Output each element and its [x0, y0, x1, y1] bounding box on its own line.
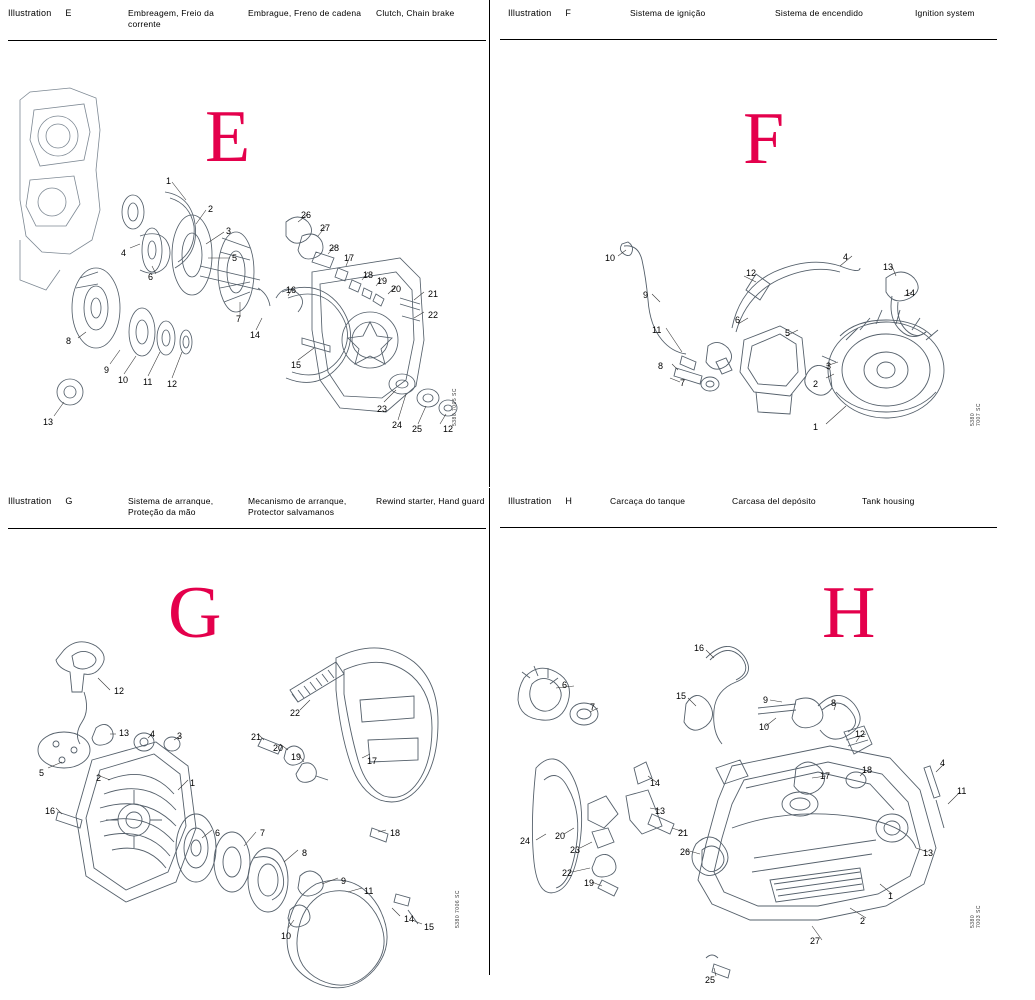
callout-number: 10 [118, 375, 129, 385]
callout-number: 28 [329, 243, 340, 253]
callout-number: 14 [250, 330, 261, 340]
illustration-letter-h: H [565, 496, 573, 506]
callout-number: 15 [676, 691, 687, 701]
callout-number: 24 [392, 420, 403, 430]
section-letter-h: H [822, 572, 876, 654]
callout-number: 8 [831, 698, 837, 708]
callout-number: 1 [813, 422, 819, 432]
callout-number: 11 [957, 786, 967, 796]
callout-number: 5 [785, 328, 791, 338]
callout-number: 15 [424, 922, 435, 932]
callout-number: 20 [273, 743, 284, 753]
section-letter-e: E [205, 96, 251, 178]
illustration-title-f [508, 8, 571, 19]
callout-number: 13 [119, 728, 130, 738]
callout-number: 19 [291, 752, 302, 762]
illustration-label-f: Illustration [508, 8, 552, 18]
callout-number: 4 [843, 252, 849, 262]
callout-number: 20 [391, 284, 402, 294]
callout-number: 10 [759, 722, 770, 732]
header-english-f: Ignition system [915, 8, 975, 18]
callout-number: 8 [66, 336, 72, 346]
callout-number: 18 [862, 765, 873, 775]
callout-number: 1 [888, 891, 894, 901]
illustration-panel-g [0, 488, 497, 975]
exploded-view-h [500, 528, 997, 975]
callout-number: 24 [520, 836, 531, 846]
callout-number: 21 [428, 289, 439, 299]
callout-number: 23 [570, 845, 581, 855]
callout-number: 18 [390, 828, 401, 838]
exploded-view-g [0, 528, 497, 975]
callout-number: 18 [363, 270, 374, 280]
exploded-view-e [0, 40, 497, 487]
drawing-canvas-e [0, 40, 497, 487]
callout-number: 11 [652, 325, 662, 335]
callout-number: 17 [820, 771, 831, 781]
callout-number: 13 [43, 417, 54, 427]
callout-number: 14 [905, 288, 916, 298]
callout-number: 7 [236, 314, 242, 324]
callout-number: 6 [562, 680, 568, 690]
illustration-title-e [8, 8, 72, 19]
callout-number: 4 [940, 758, 946, 768]
illustration-panel-e [0, 0, 497, 487]
callout-number: 13 [883, 262, 894, 272]
section-letter-g: G [168, 572, 222, 654]
callout-number: 8 [658, 361, 664, 371]
callout-number: 23 [377, 404, 388, 414]
header-english-g: Rewind starter, Hand guard [376, 496, 485, 506]
illustration-panel-h [500, 488, 997, 985]
callout-number: 20 [555, 831, 566, 841]
drawing-canvas-h [500, 528, 997, 985]
illustration-label-e: Illustration [8, 8, 52, 18]
callout-number: 14 [404, 914, 415, 924]
callout-number: 9 [643, 290, 649, 300]
drawing-canvas-g [0, 528, 497, 975]
callout-number: 11 [364, 886, 374, 896]
panel-header-e [8, 0, 486, 41]
panel-header-f [500, 0, 997, 40]
callout-number: 9 [763, 695, 769, 705]
callout-number: 16 [45, 806, 56, 816]
callout-number: 12 [746, 268, 757, 278]
drawing-code-e: 5380 7005 SC [452, 388, 458, 426]
callout-number: 6 [148, 272, 154, 282]
header-portuguese-e: Embreagem, Freio da corrente [128, 8, 215, 29]
header-english-e: Clutch, Chain brake [376, 8, 455, 18]
illustration-letter-f: F [565, 8, 572, 18]
illustration-letter-e: E [65, 8, 72, 18]
illustration-panel-f [500, 0, 997, 487]
callout-number: 1 [166, 176, 172, 186]
callout-number: 7 [590, 702, 596, 712]
callout-number: 21 [251, 732, 262, 742]
callout-number: 1 [190, 778, 196, 788]
callout-number: 19 [377, 276, 388, 286]
callout-number: 21 [678, 828, 689, 838]
drawing-code-h: 5380 7003 SC [970, 905, 982, 928]
callout-number: 25 [412, 424, 423, 434]
callout-number: 5 [39, 768, 45, 778]
callout-number: 3 [226, 226, 232, 236]
callout-number: 2 [96, 773, 102, 783]
callout-number: 5 [232, 253, 238, 263]
callout-number: 8 [302, 848, 308, 858]
callout-number: 6 [215, 828, 221, 838]
callout-number: 6 [735, 315, 741, 325]
callout-number: 2 [813, 379, 819, 389]
callout-number: 3 [826, 361, 832, 371]
callout-number: 27 [810, 936, 821, 946]
callout-number: 19 [584, 878, 595, 888]
callout-number: 9 [341, 876, 347, 886]
header-spanish-g: Mecanismo de arranque, Protector salvamanos [248, 496, 347, 517]
callout-number: 14 [650, 778, 661, 788]
callout-number: 4 [150, 729, 156, 739]
callout-number: 9 [104, 365, 110, 375]
illustration-label-g: Illustration [8, 496, 52, 506]
callout-number: 11 [143, 377, 153, 387]
callout-number: 12 [855, 729, 866, 739]
callout-number: 10 [281, 931, 292, 941]
callout-number: 17 [344, 253, 355, 263]
callout-number: 22 [562, 868, 573, 878]
header-spanish-e: Embrague, Freno de cadena [248, 8, 362, 18]
illustration-label-h: Illustration [508, 496, 552, 506]
illustration-letter-g: G [65, 496, 73, 506]
exploded-view-f [500, 40, 997, 487]
callout-number: 16 [286, 285, 297, 295]
section-letter-f: F [743, 98, 785, 180]
header-english-h: Tank housing [862, 496, 915, 506]
callout-number: 2 [860, 916, 866, 926]
callout-number: 12 [443, 424, 454, 434]
drawing-code-f: 5380 7007 SC [970, 403, 982, 426]
panel-header-h [500, 488, 997, 528]
illustration-title-g [8, 496, 73, 507]
callout-number: 25 [705, 975, 716, 985]
callout-number: 7 [260, 828, 266, 838]
callout-number: 16 [694, 643, 705, 653]
callout-number: 26 [680, 847, 691, 857]
callout-number: 26 [301, 210, 312, 220]
header-portuguese-f: Sistema de ignição [630, 8, 706, 18]
callout-number: 17 [367, 756, 378, 766]
header-portuguese-h: Carcaça do tanque [610, 496, 686, 506]
header-spanish-h: Carcasa del depósito [732, 496, 816, 506]
callout-number: 7 [680, 378, 686, 388]
callout-number: 4 [121, 248, 127, 258]
callout-number: 10 [605, 253, 616, 263]
callout-number: 22 [428, 310, 439, 320]
callout-number: 12 [114, 686, 125, 696]
callout-number: 15 [291, 360, 302, 370]
header-spanish-f: Sistema de encendido [775, 8, 864, 18]
callout-number: 3 [177, 731, 183, 741]
panel-header-g [8, 488, 486, 529]
callout-number: 2 [208, 204, 214, 214]
callout-number: 13 [923, 848, 934, 858]
drawing-canvas-f [500, 40, 997, 487]
callout-number: 13 [655, 806, 666, 816]
illustration-title-h [508, 496, 572, 507]
callout-number: 12 [167, 379, 178, 389]
callout-number: 22 [290, 708, 301, 718]
drawing-code-g: 5380 7006 SC [455, 890, 461, 928]
header-portuguese-g: Sistema de arranque, Proteção da mão [128, 496, 214, 517]
callout-number: 27 [320, 223, 331, 233]
